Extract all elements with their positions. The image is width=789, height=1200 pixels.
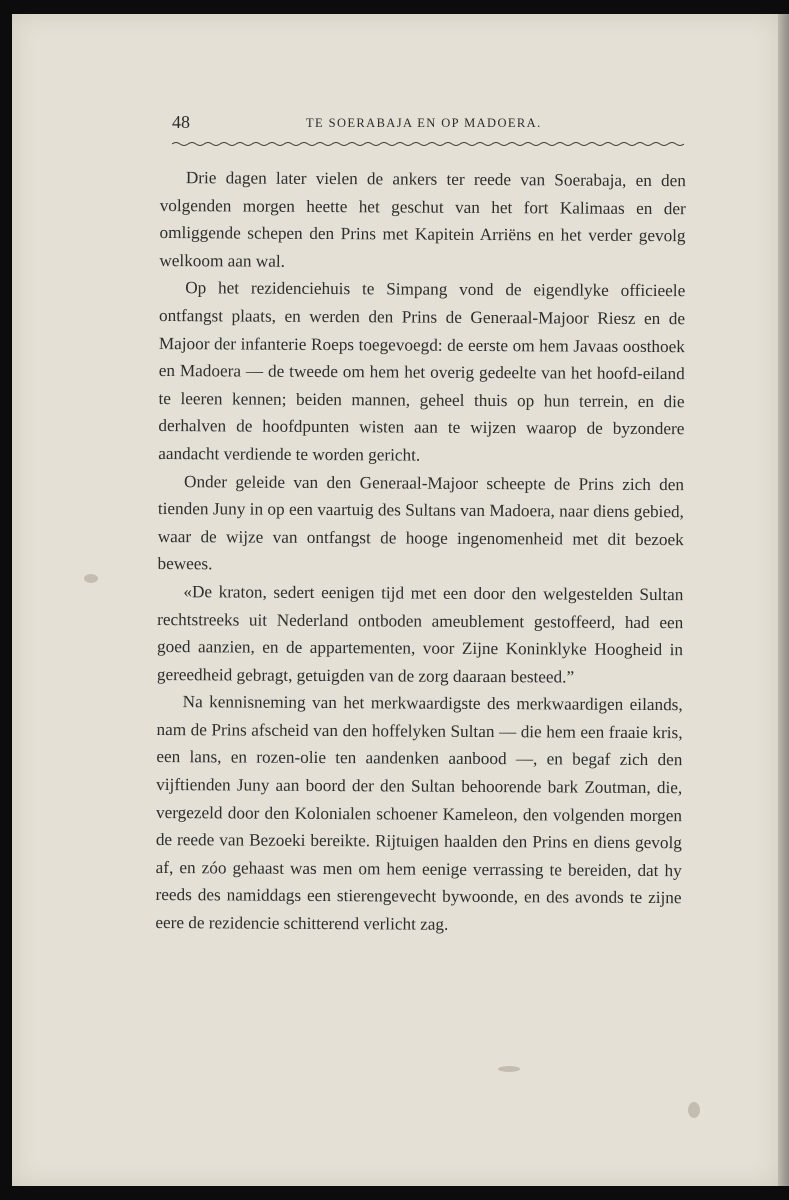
paragraph-2: Op het rezidenciehuis te Simpang vond de eigendlyke officieele ontfangst plaats, en werden den Prins de Generaal-Majoor Riesz en de Majoor der infanterie Roeps toegevoegd: de eerste om hem Javaas oosthoek en Madoera — de tweede om hem het overig gedeelte van het hoofd-eiland te leeren kennen; beiden mannen, geheel thuis op hun terrein, en die derhalven de hoofdpunten wisten aan te wijzen waarop de byzondere aandacht verdiende te worden gericht. bbox=[158, 278, 686, 465]
paragraph-5: Na kennisneming van het merkwaardigste des merkwaardigen eilands, nam de Prins afscheid van den hoffelyken Sultan — die hem een fraaie kris, een lans, en rozen-olie ten aandenken aanbood —, en begaf zich den vijftienden Juny aan boord der den Sultan behoorende bark Zoutman, die, vergezeld door den Kolonialen schoener Kameleon, den volgenden morgen de reede van Bezoeki bereikte. Rijtuigen haalden den Prins en diens gevolg af, en zóo gehaast was men om hem eenige verrassing te bereiden, dat hy reeds des namiddags een stierengevecht bywoonde, en des avonds te zijne eere de rezidencie schitterend verlicht zag. bbox=[155, 692, 683, 934]
header-rule bbox=[172, 140, 684, 148]
paper-speck bbox=[84, 574, 98, 583]
paper-speck bbox=[688, 1102, 700, 1118]
paper-speck bbox=[498, 1066, 520, 1072]
page-header bbox=[172, 112, 684, 136]
paragraph-1: Drie dagen later vielen de ankers ter reede van Soerabaja, en den volgenden morgen heette het geschut van het fort Kalimaas en der omliggende schepen den Prins met Kapitein Arriëns en het verder gevolg welkoom aan wal. bbox=[159, 168, 686, 271]
running-title: TE SOERABAJA EN OP MADOERA. bbox=[306, 116, 542, 130]
body-text bbox=[155, 164, 686, 940]
page-number: 48 bbox=[172, 112, 190, 132]
paragraph-4: «De kraton, sedert eenigen tijd met een door den welgestelden Sultan rechtstreeks uit Nederland ontboden ameublement gestoffeerd, had een goed aanzien, en de appartementen, voor Zijne Koninklyke Hoogheid in gereedheid gebragt, getuigden van de zorg daaraan besteed.” bbox=[156, 582, 684, 687]
paragraph-3: Onder geleide van den Generaal-Majoor scheepte de Prins zich den tienden Juny in op een vaartuig des Sultans van Madoera, naar diens gebied, waar de wijze van ontfangst de hooge ingenomenheid met dit bezoek bewees. bbox=[157, 471, 685, 574]
page-edge bbox=[778, 14, 789, 1186]
